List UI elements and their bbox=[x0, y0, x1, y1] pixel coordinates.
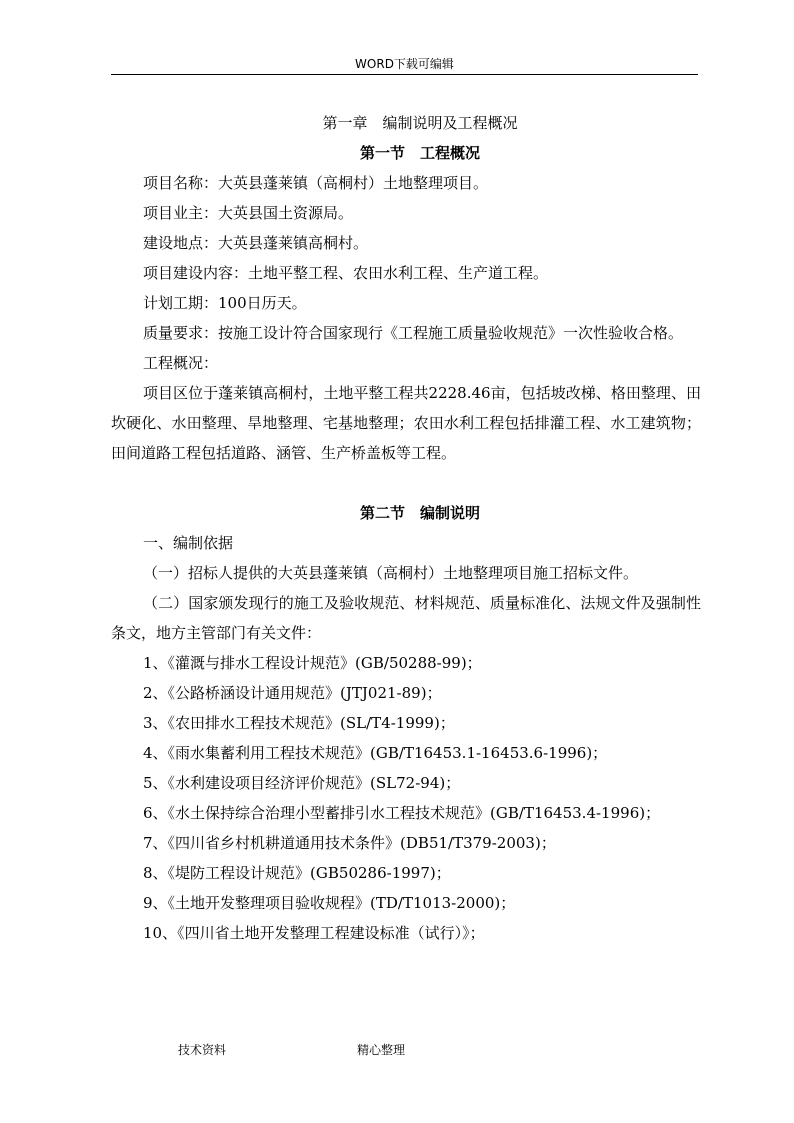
page-header: WORD下载可编辑 bbox=[355, 57, 454, 71]
standard-item: 3、《农田排水工程技术规范》(SL/T4-1999)； bbox=[143, 714, 455, 732]
overview-line: 项目业主：大英县国土资源局。 bbox=[143, 204, 354, 222]
footer-left: 技术资料 bbox=[178, 1043, 227, 1057]
basis-item: （一）招标人提供的大英县蓬莱镇（高桐村）土地整理项目施工招标文件。 bbox=[143, 564, 639, 582]
footer-right: 精心整理 bbox=[357, 1043, 406, 1057]
standard-item: 1、《灌溉与排水工程设计规范》(GB/50288-99)； bbox=[143, 654, 482, 672]
standard-item: 9、《土地开发整理项目验收规程》(TD/T1013-2000)； bbox=[143, 894, 516, 912]
chapter-title: 第一章 编制说明及工程概况 bbox=[322, 114, 518, 132]
standard-item: 7、《四川省乡村机耕道通用技术条件》(DB51/T379-2003)； bbox=[143, 834, 556, 852]
overview-line: 计划工期：100日历天。 bbox=[143, 294, 307, 312]
standard-item: 8、《堤防工程设计规范》(GB50286-1997)； bbox=[143, 864, 451, 882]
overview-line: 建设地点：大英县蓬莱镇高桐村。 bbox=[143, 234, 369, 252]
overview-paragraph: 项目区位于蓬莱镇高桐村，土地平整工程共2228.46亩，包括坡改梯、格田整理、田坎硬化、水田整理、旱地整理、宅基地整理；农田水利工程包括排灌工程、水工建筑物；田间道路工程包括道路、涵管、生产桥盖板等工程。 bbox=[111, 384, 701, 462]
overview-line: 质量要求：按施工设计符合国家现行《工程施工质量验收规范》一次性验收合格。 bbox=[143, 324, 684, 342]
overview-line: 项目建设内容：土地平整工程、农田水利工程、生产道工程。 bbox=[143, 264, 549, 282]
overview-line: 项目名称：大英县蓬莱镇（高桐村）土地整理项目。 bbox=[143, 174, 489, 192]
header-rule bbox=[111, 74, 698, 75]
overview-line: 工程概况： bbox=[143, 354, 219, 372]
basis-item: （二）国家颁发现行的施工及验收规范、材料规范、质量标准化、法规文件及强制性条文，地方主管部门有关文件： bbox=[111, 594, 701, 642]
basis-heading: 一、编制依据 bbox=[143, 534, 234, 552]
standard-item: 2、《公路桥涵设计通用规范》(JTJ021-89)； bbox=[143, 684, 442, 702]
standard-item: 5、《水利建设项目经济评价规范》(SL72-94)； bbox=[143, 774, 461, 792]
document-body bbox=[111, 108, 701, 948]
section-title-overview: 第一节 工程概况 bbox=[359, 144, 480, 162]
section-title-notes: 第二节 编制说明 bbox=[359, 504, 480, 522]
standard-item: 10、《四川省土地开发整理工程建设标准（试行）》； bbox=[143, 924, 485, 942]
standard-item: 4、《雨水集蓄利用工程技术规范》(GB/T16453.1-16453.6-1996)； bbox=[143, 744, 608, 762]
standard-item: 6、《水土保持综合治理小型蓄排引水工程技术规范》(GB/T16453.4-1996)； bbox=[143, 804, 661, 822]
